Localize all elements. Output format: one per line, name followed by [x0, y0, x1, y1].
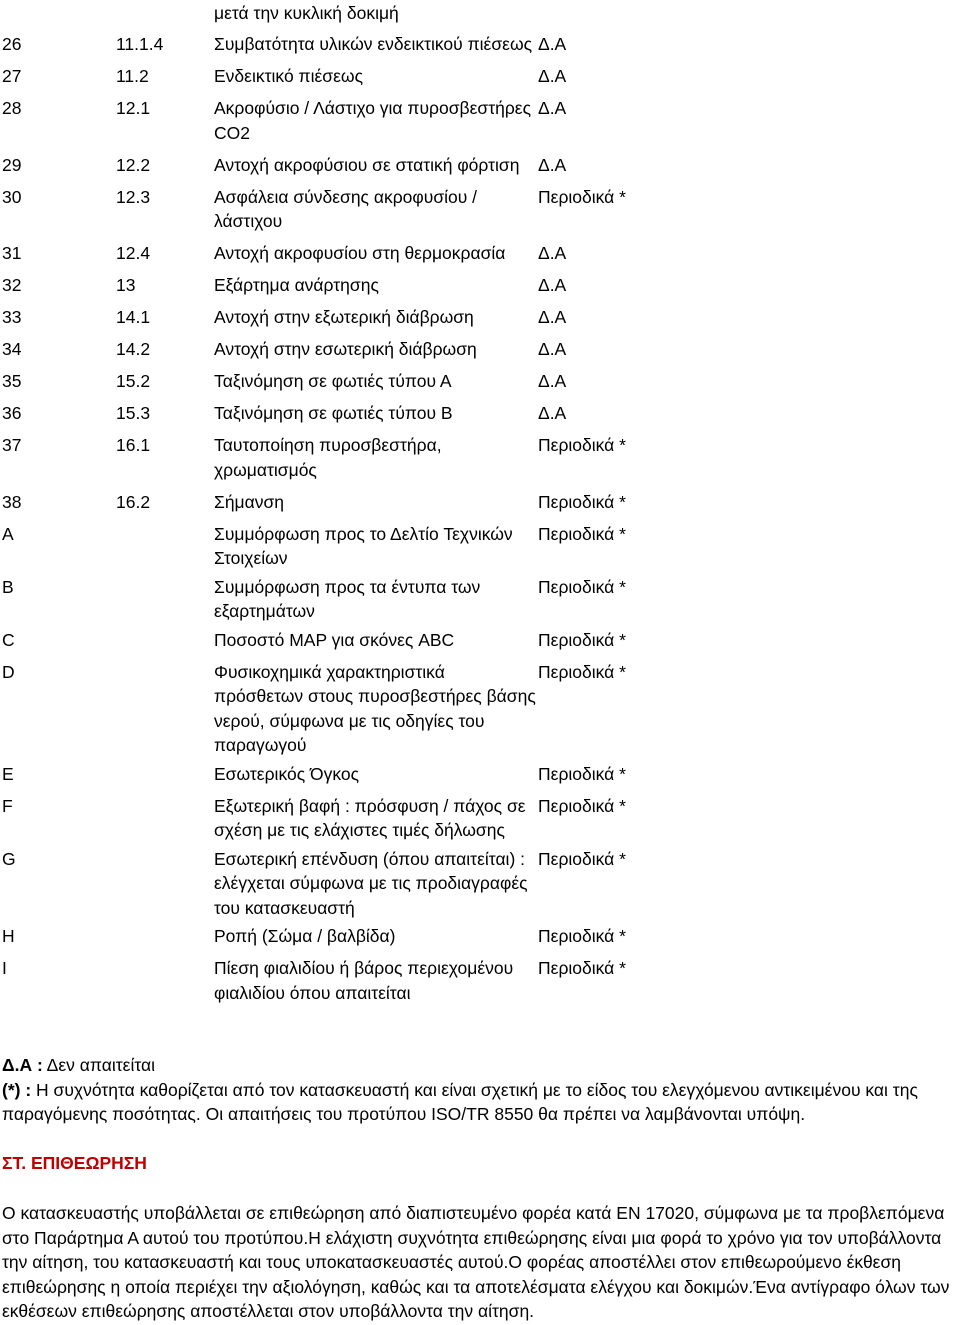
clause-ref: 12.4	[116, 243, 151, 263]
test-description: Ταξινόμηση σε φωτιές τύπου Α	[214, 371, 452, 391]
table-row	[2, 433, 702, 482]
table-row	[2, 762, 702, 787]
row-number: B	[2, 576, 14, 597]
table-row	[2, 401, 702, 426]
frequency: Περιοδικά *	[538, 795, 626, 816]
test-description: Συμβατότητα υλικών ενδεικτικού πιέσεως	[214, 34, 533, 54]
row-number: 38	[2, 491, 22, 512]
clause-ref: 13	[116, 275, 136, 295]
table-row	[2, 924, 702, 949]
frequency: Περιοδικά *	[538, 661, 626, 682]
frequency: Περιοδικά *	[538, 523, 626, 544]
continued-description: μετά την κυκλική δοκιμή	[214, 3, 399, 23]
section-title: ΣΤ. ΕΠΙΘΕΩΡΗΣΗ	[2, 1153, 147, 1173]
row-number: 36	[2, 403, 22, 423]
frequency: Περιοδικά *	[538, 435, 626, 455]
note-text: Η συχνότητα καθορίζεται από τον κατασκευαστή και είναι σχετική με το είδος του ελεγχόμενου αντικειμένου και της παραγόμενης ποσότητας. Οι απαιτήσεις του προτύπου ISO/TR 8550 θα πρέπει να λαμβάνονται υπόψη.	[2, 1079, 918, 1124]
clause-ref: 14.1	[116, 307, 151, 327]
row-number: 30	[2, 186, 22, 207]
clause-ref: 15.2	[116, 371, 151, 391]
frequency: Περιοδικά *	[538, 926, 626, 946]
clause-ref: 12.2	[116, 154, 151, 175]
frequency: Δ.Α	[538, 98, 567, 118]
table-row	[2, 185, 702, 234]
table-row	[2, 660, 702, 758]
row-number: E	[2, 763, 14, 784]
row-number: 34	[2, 339, 22, 359]
test-description: Αντοχή ακροφύσιου σε στατική φόρτιση	[214, 154, 520, 175]
note-not-required	[2, 1053, 960, 1078]
test-description: Εσωτερικός Όγκος	[214, 763, 360, 784]
table-row	[2, 575, 702, 624]
table-row	[2, 794, 702, 843]
table-row	[2, 305, 702, 330]
frequency: Δ.Α	[538, 339, 567, 359]
test-description: Αντοχή στην εξωτερική διάβρωση	[214, 307, 474, 327]
test-description: Ταξινόμηση σε φωτιές τύπου Β	[214, 403, 453, 423]
frequency: Περιοδικά *	[538, 491, 626, 512]
row-number: 28	[2, 98, 22, 118]
frequency: Περιοδικά *	[538, 186, 626, 207]
frequency: Περιοδικά *	[538, 763, 626, 784]
table-row	[2, 153, 702, 178]
row-number: A	[2, 523, 14, 544]
test-description: Ταυτοποίηση πυροσβεστήρα, χρωματισμός	[214, 435, 442, 480]
frequency: Δ.Α	[538, 403, 567, 423]
row-number: G	[2, 848, 16, 869]
table-row	[2, 628, 702, 653]
clause-ref: 14.2	[116, 339, 151, 359]
frequency: Δ.Α	[538, 307, 567, 327]
row-number: D	[2, 661, 15, 682]
row-number: I	[2, 958, 7, 978]
table-row	[2, 847, 702, 921]
row-number: 35	[2, 371, 22, 391]
table-row	[2, 64, 702, 89]
test-description: Αντοχή ακροφυσίου στη θερμοκρασία	[214, 243, 506, 263]
section-body: Ο κατασκευαστής υποβάλλεται σε επιθεώρηση από διαπιστευμένο φορέα κατά ΕΝ 17020, σύμφωνα με τα προβλεπόμενα στο Παράρτημα Α αυτού του προτύπου.Η ελάχιστη συχνότητα επιθεώρησης είναι μια φορά το χρόνο για τον υποβάλλοντα την αίτηση, του κατασκευαστή και τους υποκατασκευαστές αυτού.Ο φορέας αποστέλλει στον επιθεωρούμενο έκθεση επιθεώρησης η οποία περιέχει την αξιολόγηση, καθώς και τα αποτελέσματα ελέγχου και δοκιμών.Ένα αντίγραφο όλων των εκθέσεων επιθεώρησης αποστέλλεται στον υποβάλλοντα την αίτηση.	[2, 1203, 950, 1321]
frequency: Περιοδικά *	[538, 958, 626, 978]
clause-ref: 12.1	[116, 98, 151, 118]
row-number: 31	[2, 243, 22, 263]
test-description: Εξωτερική βαφή : πρόσφυση / πάχος σε σχέση με τις ελάχιστες τιμές δήλωσης	[214, 795, 526, 840]
row-number: H	[2, 926, 15, 946]
table-row	[2, 490, 702, 515]
frequency: Περιοδικά *	[538, 629, 626, 650]
frequency: Δ.Α	[538, 371, 567, 391]
table-row	[2, 956, 702, 1005]
table-row	[2, 241, 702, 266]
row-number: 33	[2, 307, 22, 327]
notes	[2, 1053, 960, 1127]
test-description: Εξάρτημα ανάρτησης	[214, 275, 379, 295]
test-description: Σήμανση	[214, 491, 285, 512]
table-row	[2, 96, 702, 145]
frequency: Δ.Α	[538, 243, 567, 263]
note-key: (*) :	[2, 1079, 32, 1100]
clause-ref: 11.1.4	[116, 34, 164, 54]
clause-ref: 11.2	[116, 66, 149, 86]
test-description: Εσωτερική επένδυση (όπου απαιτείται) : ελέγχεται σύμφωνα με τις προδιαγραφές του κατασκευαστή	[214, 848, 528, 918]
frequency: Δ.Α	[538, 66, 567, 86]
test-description: Ενδεικτικό πιέσεως	[214, 66, 363, 86]
frequency: Δ.Α	[538, 275, 567, 295]
row-number: 29	[2, 154, 22, 175]
test-description: Ακροφύσιο / Λάστιχο για πυροσβεστήρες CO2	[214, 98, 532, 143]
test-description: Πίεση φιαλιδίου ή βάρος περιεχομένου φιαλιδίου όπου απαιτείται	[214, 958, 514, 1003]
row-number: 26	[2, 34, 22, 54]
test-description: Συμμόρφωση προς το Δελτίο Τεχνικών Στοιχείων	[214, 523, 513, 568]
note-text: Δεν απαιτείται	[42, 1055, 156, 1075]
table-row	[2, 522, 702, 571]
frequency: Περιοδικά *	[538, 576, 626, 597]
test-description: Φυσικοχημικά χαρακτηριστικά πρόσθετων στους πυροσβεστήρες βάσης νερού, σύμφωνα με τις οδηγίες του παραγωγού	[214, 661, 536, 755]
row-number: 32	[2, 275, 22, 295]
clause-ref: 15.3	[116, 403, 151, 423]
table-row	[2, 273, 702, 298]
test-description: Ασφάλεια σύνδεσης ακροφυσίου / λάστιχου	[214, 186, 478, 231]
row-number: 27	[2, 66, 22, 86]
note-periodic	[2, 1078, 960, 1127]
clause-ref: 12.3	[116, 186, 151, 207]
clause-ref: 16.1	[116, 435, 151, 455]
row-number: F	[2, 795, 13, 816]
frequency: Δ.Α	[538, 154, 567, 175]
test-description: Αντοχή στην εσωτερική διάβρωση	[214, 339, 477, 359]
test-description: Συμμόρφωση προς τα έντυπα των εξαρτημάτων	[214, 576, 481, 621]
test-frequency-table	[2, 32, 702, 1013]
test-description: Ροπή (Σώμα / βαλβίδα)	[214, 926, 396, 946]
frequency: Δ.Α	[538, 34, 567, 54]
table-row	[2, 337, 702, 362]
row-number: C	[2, 629, 15, 650]
clause-ref: 16.2	[116, 491, 151, 512]
note-key: Δ.Α :	[2, 1055, 43, 1075]
table-row	[2, 369, 702, 394]
test-description: Ποσοστό MAP για σκόνες ABC	[214, 629, 455, 650]
table-row	[2, 32, 702, 57]
frequency: Περιοδικά *	[538, 848, 626, 869]
row-number: 37	[2, 435, 22, 455]
